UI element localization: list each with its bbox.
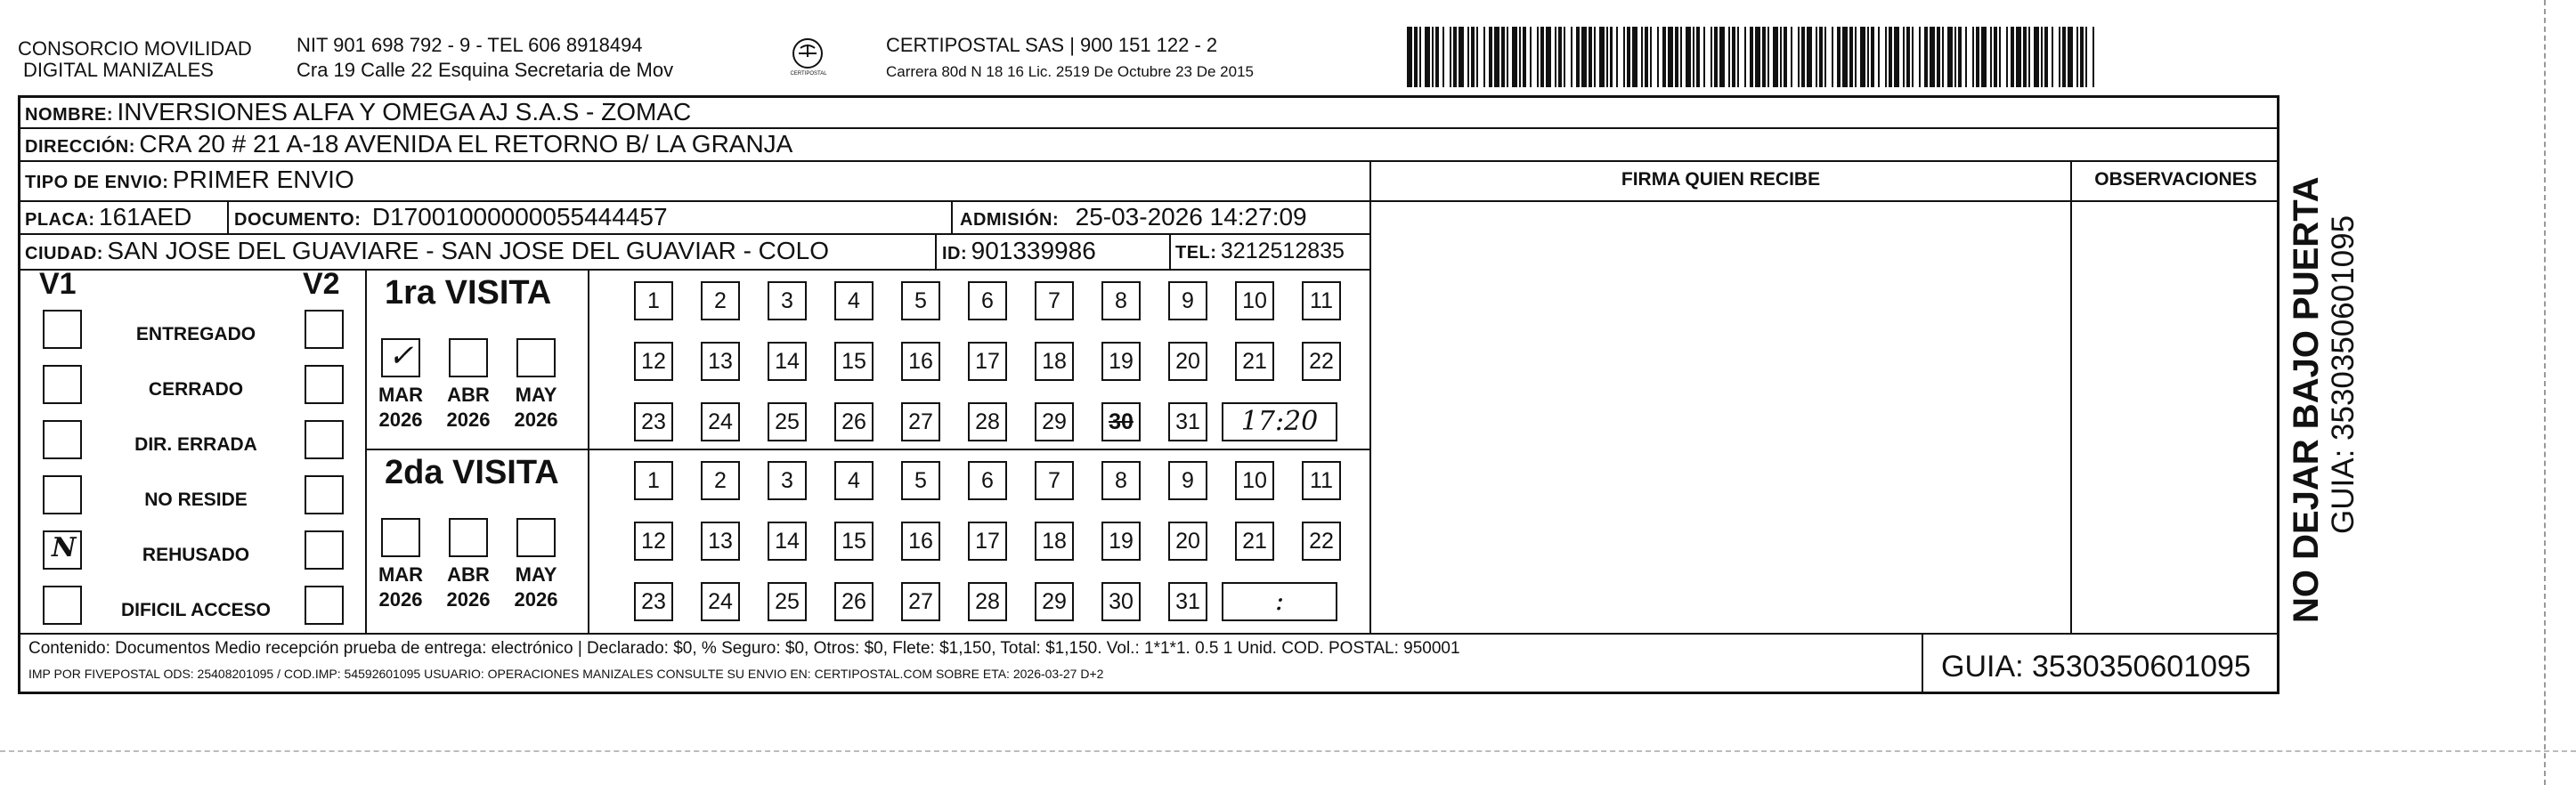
day-box[interactable]: 4	[834, 461, 874, 500]
day-box[interactable]: 12	[634, 342, 673, 381]
day-box[interactable]: 24	[701, 582, 740, 621]
day-box[interactable]: 25	[768, 402, 807, 441]
day-box[interactable]: 26	[834, 582, 874, 621]
no-dejar-bajo-puerta: NO DEJAR BAJO PUERTA	[2287, 176, 2326, 623]
day-box[interactable]: 27	[901, 582, 940, 621]
documento-field	[234, 202, 668, 237]
day-box[interactable]: 9	[1168, 461, 1207, 500]
id-value: 901339986	[971, 237, 1096, 264]
month-name: MAY	[515, 563, 557, 586]
v2-checkbox[interactable]	[305, 586, 344, 625]
tel-field	[1175, 236, 1345, 270]
v1-checkbox[interactable]	[43, 420, 82, 459]
day-box[interactable]: 13	[701, 342, 740, 381]
tipo-envio-label: TIPO DE ENVIO:	[25, 173, 169, 192]
tipo-envio-value: PRIMER ENVIO	[172, 166, 354, 193]
day-box[interactable]: 14	[768, 342, 807, 381]
day-box[interactable]: 10	[1235, 281, 1274, 320]
day-box[interactable]: 6	[968, 281, 1007, 320]
month-checkbox[interactable]	[516, 518, 556, 557]
firma-header: FIRMA QUIEN RECIBE	[1621, 169, 1821, 190]
id-label: ID:	[942, 244, 968, 263]
day-box[interactable]: 12	[634, 522, 673, 561]
day-box[interactable]: 21	[1235, 522, 1274, 561]
visit-title: 2da VISITA	[385, 454, 559, 491]
day-box[interactable]: 24	[701, 402, 740, 441]
day-box[interactable]: 11	[1302, 461, 1341, 500]
imp-line: IMP POR FIVEPOSTAL ODS: 25408201095 / COD.IMP: 54592601095 USUARIO: OPERACIONES MANIZALES CONSULTE SU ENVIO EN: CERTIPOSTAL.COM SOBRE ETA: 2026-03-27 D+2	[28, 667, 1104, 681]
status-label: REHUSADO	[142, 545, 250, 565]
day-box[interactable]: 4	[834, 281, 874, 320]
day-box[interactable]: 16	[901, 342, 940, 381]
day-box[interactable]: 28	[968, 402, 1007, 441]
day-box[interactable]: 8	[1101, 461, 1141, 500]
month-name: MAR	[378, 563, 424, 586]
observaciones-header: OBSERVACIONES	[2094, 169, 2257, 190]
logo-caption: CERTIPOSTAL	[790, 71, 827, 77]
day-box[interactable]: 9	[1168, 281, 1207, 320]
status-label: NO RESIDE	[144, 490, 248, 510]
v1-header: V1	[39, 267, 77, 301]
day-box[interactable]: 25	[768, 582, 807, 621]
v1-checkbox[interactable]	[43, 310, 82, 349]
day-box[interactable]: 7	[1035, 461, 1074, 500]
nombre-value: INVERSIONES ALFA Y OMEGA AJ S.A.S - ZOMAC	[117, 98, 692, 125]
placa-field	[25, 202, 191, 237]
company-name-line1: CONSORCIO MOVILIDAD	[18, 37, 252, 60]
day-box[interactable]: 5	[901, 281, 940, 320]
day-box[interactable]: 10	[1235, 461, 1274, 500]
v1-checkbox[interactable]	[43, 475, 82, 514]
month-year: 2026	[514, 409, 558, 431]
v2-checkbox[interactable]	[305, 530, 344, 570]
day-box[interactable]: 16	[901, 522, 940, 561]
day-box[interactable]: 19	[1101, 342, 1141, 381]
v1-checkbox-mark: N	[52, 532, 77, 563]
placa-label: PLACA:	[25, 210, 95, 230]
day-box[interactable]: 14	[768, 522, 807, 561]
month-checkbox[interactable]	[449, 338, 488, 377]
month-checkbox[interactable]	[516, 338, 556, 377]
status-label: ENTREGADO	[135, 324, 256, 344]
v2-checkbox[interactable]	[305, 365, 344, 404]
id-field	[942, 236, 1096, 271]
day-box[interactable]: 29	[1035, 582, 1074, 621]
status-label: DIFICIL ACCESO	[120, 600, 271, 620]
day-box[interactable]: 23	[634, 582, 673, 621]
day-box[interactable]: 5	[901, 461, 940, 500]
day-box[interactable]: 1	[634, 461, 673, 500]
nombre-field	[25, 97, 691, 132]
day-box[interactable]: 28	[968, 582, 1007, 621]
day-box[interactable]: 27	[901, 402, 940, 441]
tel-value: 3212512835	[1220, 239, 1345, 263]
day-box[interactable]: 21	[1235, 342, 1274, 381]
day-box[interactable]: 20	[1168, 342, 1207, 381]
day-box[interactable]: 18	[1035, 522, 1074, 561]
documento-value: D17001000000055444457	[371, 203, 668, 231]
month-name: MAY	[515, 384, 557, 406]
company-address: Cra 19 Calle 22 Esquina Secretaria de Mov	[297, 59, 674, 81]
v2-header: V2	[303, 267, 340, 301]
guia-number: GUIA: 3530350601095	[1941, 650, 2251, 684]
month-year: 2026	[378, 409, 423, 431]
company-name-line2: DIGITAL MANIZALES	[23, 59, 214, 81]
month-name: ABR	[447, 563, 490, 586]
day-box[interactable]: 18	[1035, 342, 1074, 381]
day-box[interactable]: 20	[1168, 522, 1207, 561]
admision-field	[960, 202, 1307, 237]
day-box[interactable]: 19	[1101, 522, 1141, 561]
nombre-label: NOMBRE:	[25, 105, 114, 125]
day-box[interactable]: 7	[1035, 281, 1074, 320]
v2-checkbox[interactable]	[305, 475, 344, 514]
ciudad-label: CIUDAD:	[25, 244, 103, 263]
month-year: 2026	[514, 588, 558, 611]
admision-value: 25-03-2026 14:27:09	[1075, 203, 1307, 231]
v2-checkbox[interactable]	[305, 420, 344, 459]
month-year: 2026	[378, 588, 423, 611]
visit-time[interactable]: :	[1222, 582, 1337, 621]
barcode	[1407, 27, 2097, 87]
day-box[interactable]: 30	[1101, 402, 1141, 441]
day-box[interactable]: 2	[701, 281, 740, 320]
day-box[interactable]: 15	[834, 342, 874, 381]
day-box[interactable]: 31	[1168, 582, 1207, 621]
day-box[interactable]: 3	[768, 281, 807, 320]
nit-line: NIT 901 698 792 - 9 - TEL 606 8918494	[297, 34, 643, 56]
carrier-line1: CERTIPOSTAL SAS | 900 151 122 - 2	[886, 34, 1218, 56]
day-box[interactable]: 1	[634, 281, 673, 320]
day-box[interactable]: 2	[701, 461, 740, 500]
day-box[interactable]: 17	[968, 522, 1007, 561]
side-guia-number: GUIA: 3530350601095	[2326, 214, 2361, 534]
day-box[interactable]: 6	[968, 461, 1007, 500]
ciudad-value: SAN JOSE DEL GUAVIARE - SAN JOSE DEL GUAVIAR - COLO	[107, 237, 830, 264]
day-box[interactable]: 3	[768, 461, 807, 500]
direccion-label: DIRECCIÓN:	[25, 137, 135, 157]
day-box[interactable]: 8	[1101, 281, 1141, 320]
day-box[interactable]: 22	[1302, 522, 1341, 561]
month-checkbox-mark: ✓	[388, 338, 414, 374]
visit-time[interactable]: 17:20	[1222, 402, 1337, 441]
v1-checkbox[interactable]	[43, 365, 82, 404]
tipo-envio-field	[25, 165, 354, 199]
contenido-line: Contenido: Documentos Medio recepción prueba de entrega: electrónico | Declarado: $0, % Seguro: $0, Otros: $0, Flete: $1,150, Total: $1,150. Vol.: 1*1*1. 0.5 1 Unid. COD. POSTAL: 950001	[28, 639, 1460, 658]
v1-checkbox[interactable]	[43, 530, 82, 570]
month-year: 2026	[446, 588, 491, 611]
placa-value: 161AED	[99, 203, 192, 231]
visit-title: 1ra VISITA	[385, 274, 552, 312]
documento-label: DOCUMENTO:	[234, 210, 362, 230]
month-name: ABR	[447, 384, 490, 406]
day-box[interactable]: 30	[1101, 582, 1141, 621]
day-box[interactable]: 11	[1302, 281, 1341, 320]
month-name: MAR	[378, 384, 424, 406]
direccion-field	[25, 129, 792, 164]
v1-checkbox[interactable]	[43, 586, 82, 625]
direccion-value: CRA 20 # 21 A-18 AVENIDA EL RETORNO B/ LA GRANJA	[139, 130, 793, 158]
day-box[interactable]: 15	[834, 522, 874, 561]
carrier-line2: Carrera 80d N 18 16 Lic. 2519 De Octubre 23 De 2015	[886, 63, 1254, 80]
perforation-line	[0, 750, 2576, 754]
day-box[interactable]: 23	[634, 402, 673, 441]
day-box[interactable]: 26	[834, 402, 874, 441]
day-box[interactable]: 29	[1035, 402, 1074, 441]
day-box[interactable]: 22	[1302, 342, 1341, 381]
month-checkbox[interactable]	[381, 338, 420, 377]
day-box[interactable]: 17	[968, 342, 1007, 381]
day-box[interactable]: 31	[1168, 402, 1207, 441]
status-label: CERRADO	[148, 379, 244, 400]
month-checkbox[interactable]	[449, 518, 488, 557]
day-box[interactable]: 13	[701, 522, 740, 561]
v2-checkbox[interactable]	[305, 310, 344, 349]
status-label: DIR. ERRADA	[134, 434, 257, 455]
ciudad-field	[25, 236, 829, 271]
tel-label: TEL:	[1175, 243, 1217, 263]
month-checkbox[interactable]	[381, 518, 420, 557]
month-year: 2026	[446, 409, 491, 431]
admision-label: ADMISIÓN:	[960, 210, 1060, 230]
certipostal-logo	[786, 34, 829, 77]
